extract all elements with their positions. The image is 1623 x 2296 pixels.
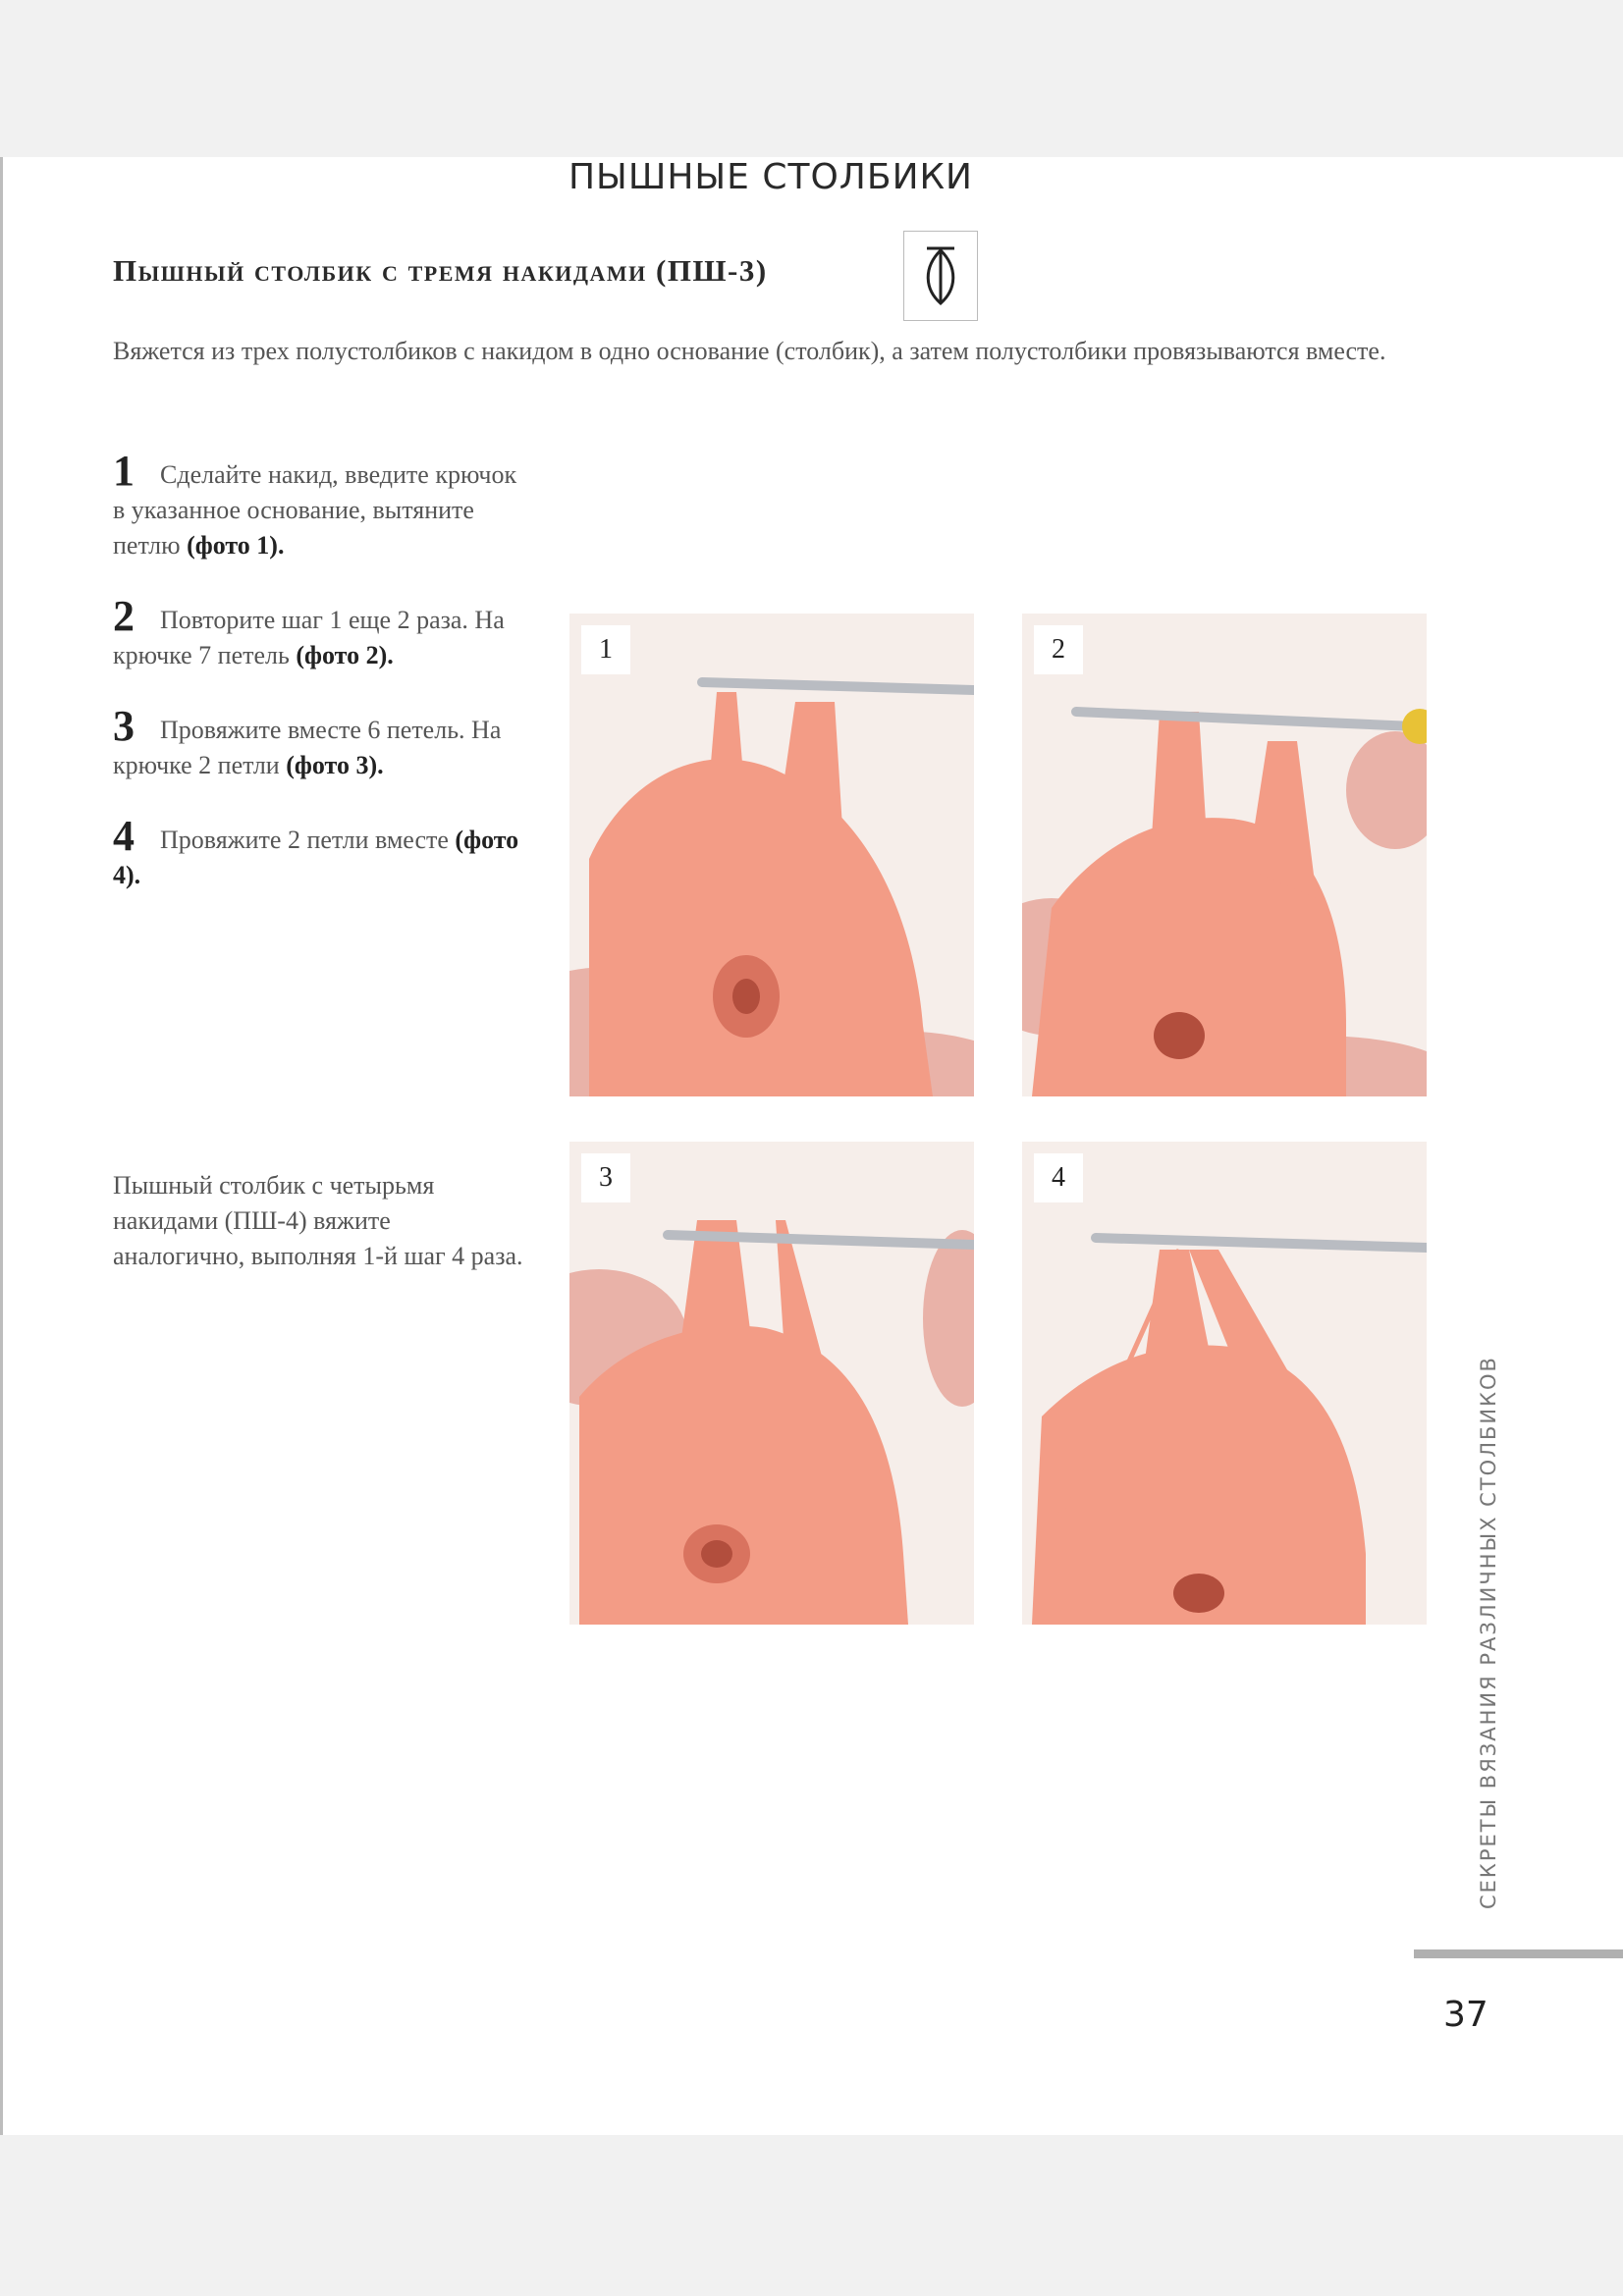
step-item [113, 812, 525, 893]
note-paragraph: Пышный столбик с четырьмя накидами (ПШ-4) вяжите аналогично, выполняя 1-й шаг 4 раза. [113, 1171, 523, 1270]
intro-paragraph: Вяжется из трех полустолбиков с накидом в одно основание (столбик), а затем полустолбики провязываются вместе. [113, 337, 1386, 365]
step-number: 1 [113, 447, 135, 495]
page-number: 37 [1443, 1995, 1488, 2035]
page-title: ПЫШНЫЕ СТОЛБИКИ [568, 157, 973, 197]
photo-label: 2 [1034, 625, 1083, 674]
side-rule-divider [1414, 1949, 1623, 1958]
step-list [113, 447, 525, 929]
step-text: Сделайте накид, введите крючок в указанное основание, вытяните петлю [113, 460, 517, 560]
step-item [113, 592, 525, 673]
step-text: Провяжите 2 петли вместе [160, 826, 456, 854]
step-text: Провяжите вместе 6 петель. На крючке 2 петли [113, 716, 502, 779]
step-number: 3 [113, 702, 135, 750]
step-photo-3 [569, 1142, 974, 1625]
step-item [113, 702, 525, 783]
step-text: Повторите шаг 1 еще 2 раза. На крючке 7 петель [113, 606, 505, 669]
step-photo-ref: (фото 4). [113, 826, 519, 889]
step-item [113, 447, 525, 563]
step-photo-ref: (фото 2). [296, 641, 394, 669]
step-photo-ref: (фото 3). [286, 751, 384, 779]
step-number: 4 [113, 812, 135, 860]
photo-label: 1 [581, 625, 630, 674]
section-subtitle: Пышный столбик с тремя накидами (ПШ-3) [113, 253, 768, 288]
step-number: 2 [113, 592, 135, 640]
puff-stitch-symbol-icon [903, 231, 978, 321]
photo-label: 3 [581, 1153, 630, 1202]
step-photo-ref: (фото 1). [187, 531, 285, 560]
step-photo-1 [569, 614, 974, 1096]
step-photo-2 [1022, 614, 1427, 1096]
step-photo-4 [1022, 1142, 1427, 1625]
photo-label: 4 [1034, 1153, 1083, 1202]
running-side-header: СЕКРЕТЫ ВЯЗАНИЯ РАЗЛИЧНЫХ СТОЛБИКОВ [1477, 1356, 1500, 1909]
